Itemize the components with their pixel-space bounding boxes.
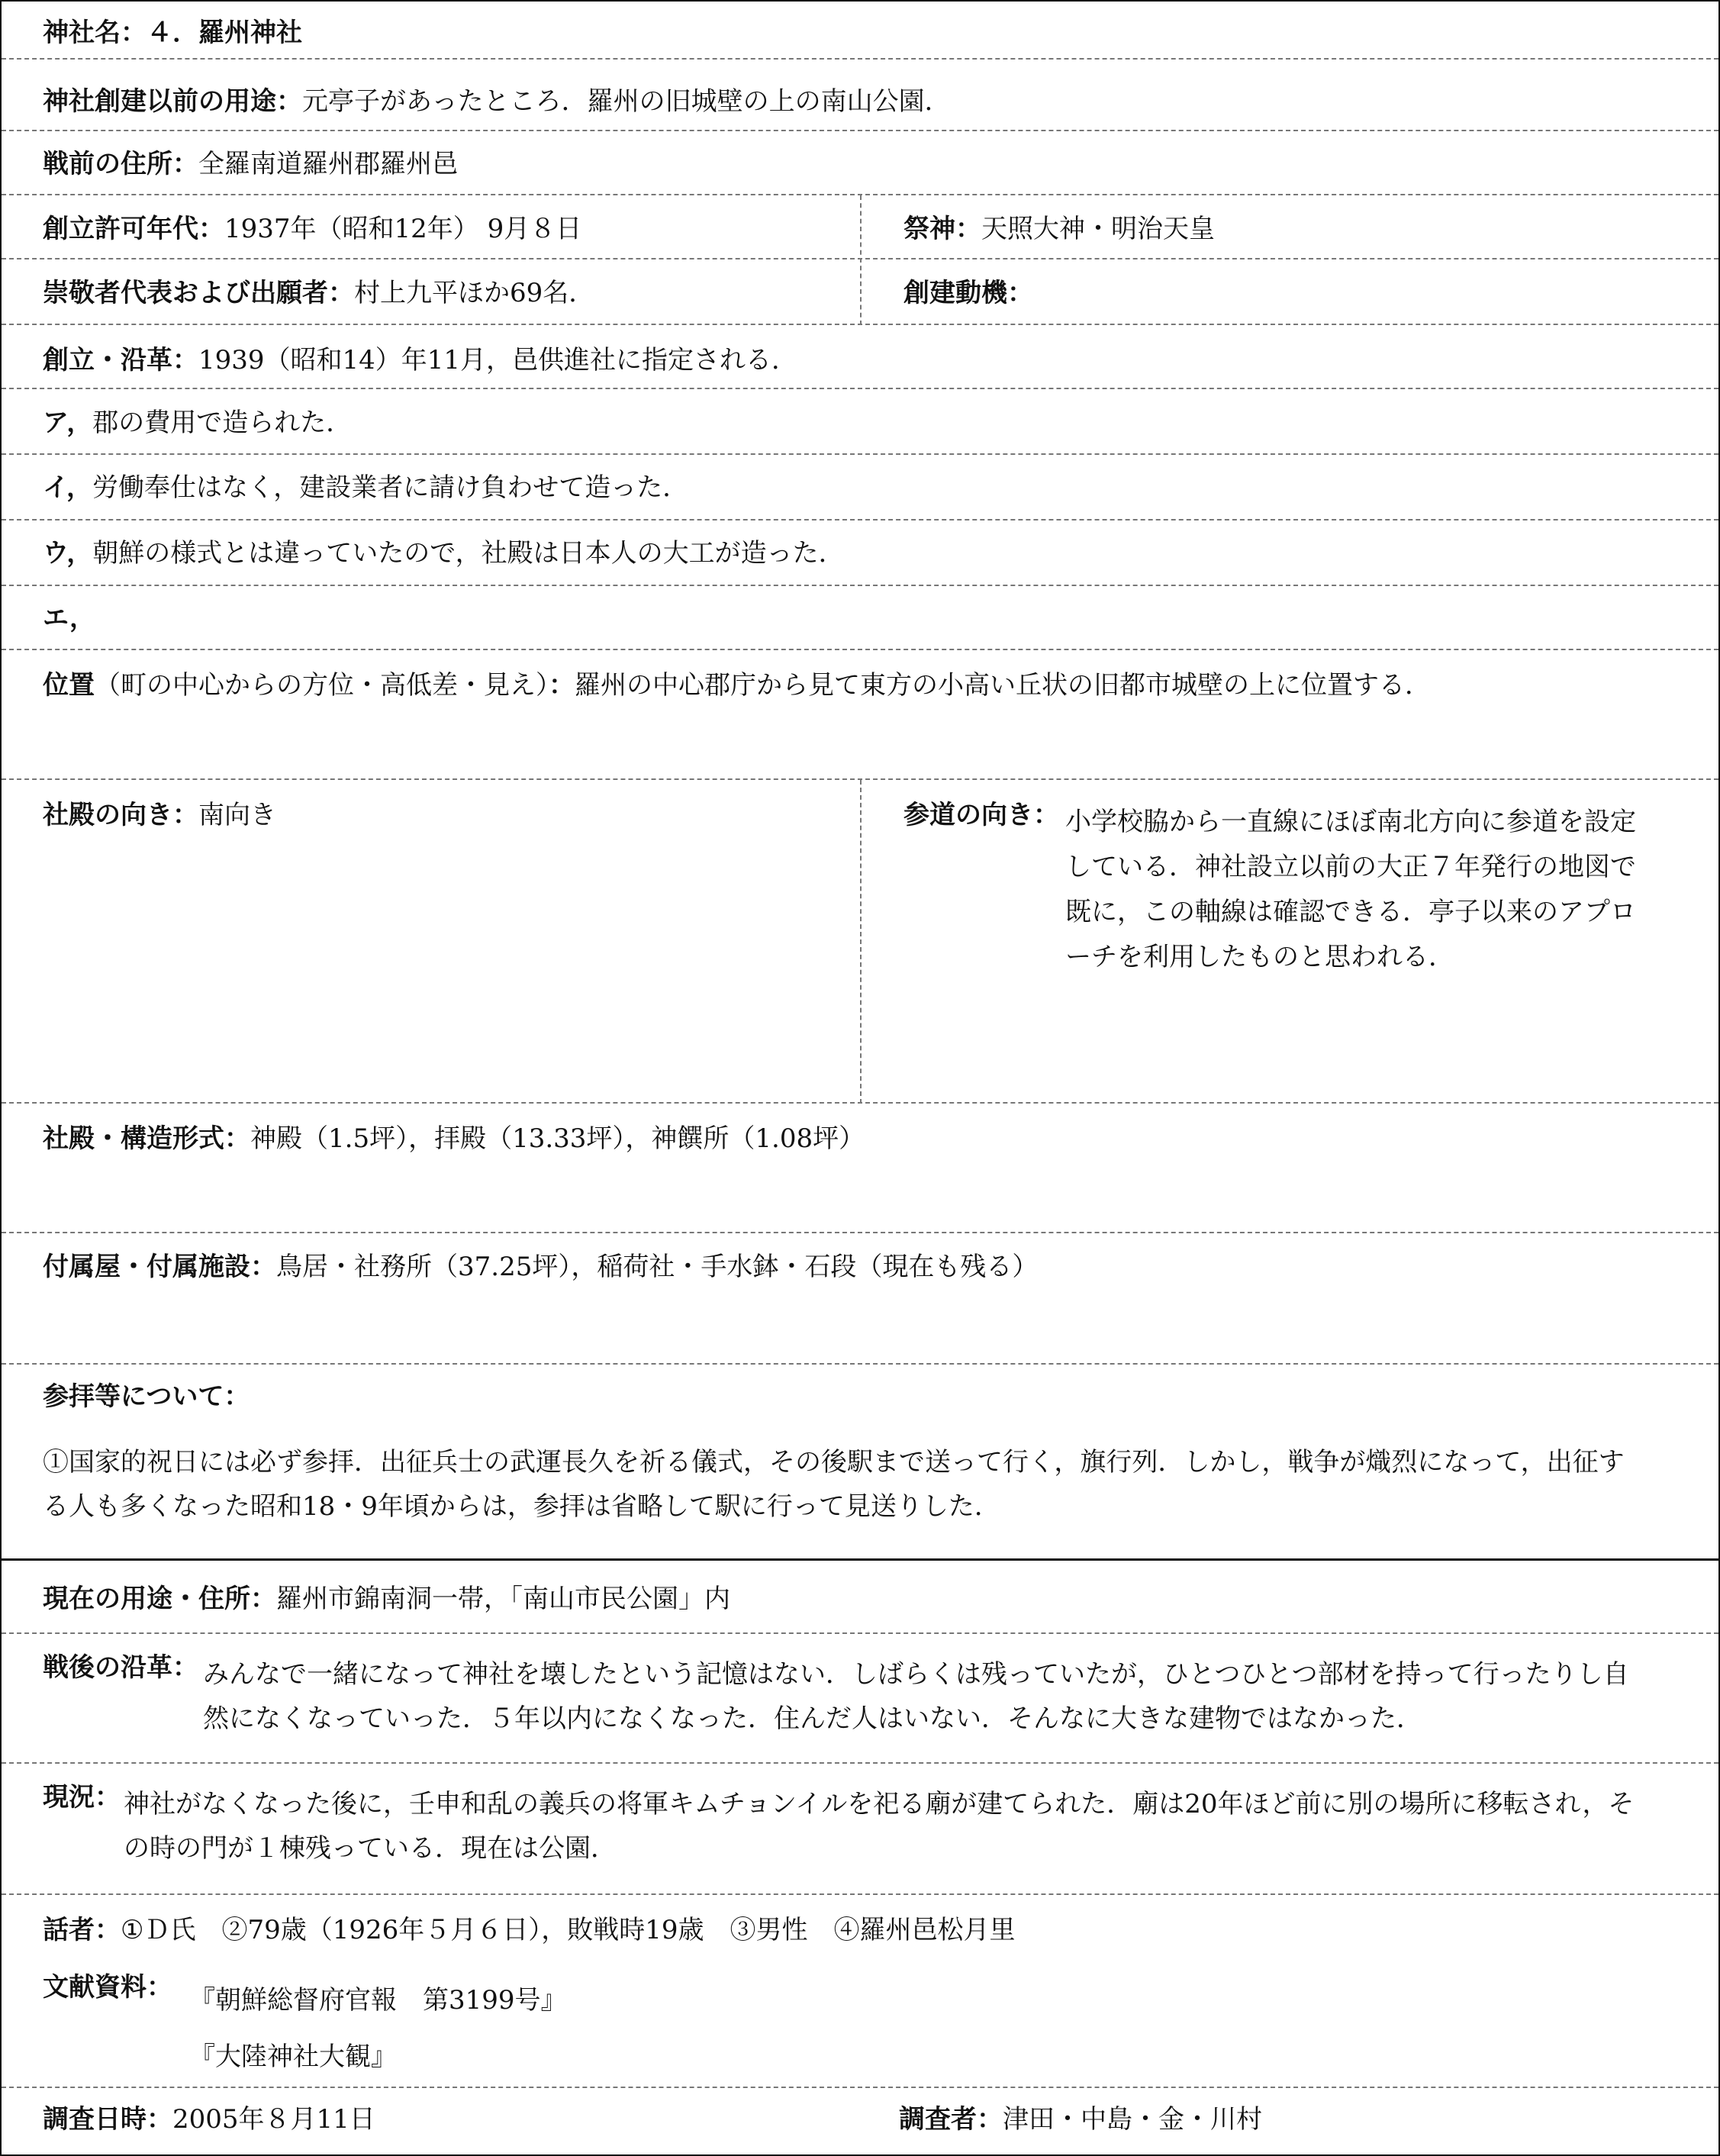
postwar-label — [43, 1652, 198, 1683]
permit-date — [43, 214, 581, 244]
worship-label — [43, 1381, 250, 1412]
worship-line: ①国家的祝日には必ず参拝．出征兵士の武運長久を祈る儀式，その後駅まで送って行く，旗行列．しかし，戦争が熾烈になって，出征す — [43, 1447, 1625, 1478]
literature-line: 『朝鮮総督府官報 第3199号』 — [189, 1985, 567, 2016]
postwar-label-text: 戦後の沿革： — [43, 1652, 198, 1683]
shrine-name — [43, 18, 302, 48]
literature-text — [189, 1972, 567, 2085]
location-colon: ： — [549, 670, 575, 701]
column-divider — [860, 195, 862, 325]
motive-label: 創建動機： — [903, 278, 1033, 308]
item-i-value: 労働奉仕はなく，建設業者に請け負わせて造った． — [92, 472, 689, 503]
approach-line: ーチを利用したものと思われる． — [1065, 942, 1454, 972]
postwar-line: みんなで一緒になって神社を壊したという記憶はない．しばらくは残っていたが，ひとつひとつ部材を持って行ったりし自 — [203, 1659, 1629, 1690]
current-state-line: の時の門が１棟残っている．現在は公園． — [124, 1833, 617, 1864]
literature-label — [43, 1972, 172, 2003]
history-label: 創立・沿革： — [43, 345, 198, 375]
current-state-text — [124, 1782, 1635, 1871]
motive — [903, 278, 1033, 308]
facilities-label: 付属屋・付属施設： — [43, 1252, 276, 1282]
permit-date-value: 1937年（昭和12年） 9月８日 — [224, 214, 582, 244]
deity-value: 天照大神・明治天皇 — [981, 214, 1215, 244]
permit-date-label: 創立許可年代： — [43, 214, 224, 244]
item-e — [43, 603, 95, 633]
item-u-value: 朝鮮の様式とは違っていたので，社殿は日本人の大工が造った． — [92, 538, 845, 569]
row-item-e — [2, 586, 1718, 650]
approach-label — [903, 800, 1059, 830]
orientation-value: 南向き — [198, 800, 276, 830]
item-a-label: ア， — [43, 408, 93, 438]
item-e-label: エ， — [43, 603, 96, 633]
approach-line: 既に，この軸線は確認できる．亭子以来のアプロ — [1065, 897, 1636, 927]
survey-date — [43, 2104, 375, 2135]
survey-date-label: 調査日時： — [43, 2104, 172, 2135]
orientation-label: 社殿の向き： — [43, 800, 198, 830]
facilities-value: 鳥居・社務所（37.25坪），稲荷社・手水鉢・石段（現在も残る） — [276, 1252, 1039, 1282]
structure — [43, 1123, 865, 1154]
worship-label-text: 参拝等について： — [43, 1381, 250, 1412]
location-paren: （町の中心からの方位・高低差・見え） — [95, 670, 549, 701]
structure-label: 社殿・構造形式： — [43, 1123, 250, 1154]
representative-value: 村上九平ほか69名． — [354, 278, 595, 308]
facilities — [43, 1252, 1038, 1282]
item-a-value: 郡の費用で造られた． — [92, 408, 353, 438]
current-use — [43, 1584, 730, 1614]
deity-label: 祭神： — [903, 214, 981, 244]
location — [43, 670, 1431, 701]
current-state-label — [43, 1782, 121, 1813]
prewar-address-value: 全羅南道羅州郡羅州邑 — [198, 149, 458, 179]
literature-label-text: 文献資料： — [43, 1972, 172, 2003]
column-divider — [860, 780, 862, 1104]
deity — [903, 214, 1215, 244]
history — [43, 345, 797, 375]
current-use-label: 現在の用途・住所： — [43, 1584, 276, 1614]
pre-use — [43, 86, 951, 117]
orientation — [43, 800, 276, 830]
history-value: 1939（昭和14）年11月，邑供進社に指定される． — [198, 345, 798, 375]
surveyors — [899, 2104, 1262, 2135]
survey-date-value: 2005年８月11日 — [172, 2104, 375, 2135]
surveyors-label: 調査者： — [899, 2104, 1003, 2135]
shrine-name-label: 神社名： — [43, 18, 147, 48]
speaker — [43, 1915, 1016, 1945]
structure-value: 神殿（1.5坪），拝殿（13.33坪），神饌所（1.08坪） — [250, 1123, 865, 1154]
approach-line: している．神社設立以前の大正７年発行の地図で — [1065, 852, 1636, 882]
speaker-label: 話者： — [43, 1915, 121, 1945]
postwar-text — [203, 1652, 1629, 1741]
literature-line: 『大陸神社大観』 — [189, 2042, 397, 2072]
approach-line: 小学校脇から一直線にほぼ南北方向に参道を設定 — [1065, 807, 1636, 837]
pre-use-label: 神社創建以前の用途： — [43, 86, 302, 117]
postwar-line: 然になくなっていった．５年以内になくなった．住んだ人はいない．そんなに大きな建物ではなかった． — [203, 1703, 1422, 1734]
prewar-address — [43, 149, 458, 179]
representative-label: 崇敬者代表および出願者： — [43, 278, 354, 308]
representative — [43, 278, 594, 308]
current-use-value: 羅州市錦南洞一帯，「南山市民公園」内 — [276, 1584, 730, 1614]
item-i-label: イ， — [43, 472, 92, 503]
current-state-line: 神社がなくなった後に，壬申和乱の義兵の将軍キムチョンイルを祀る廟が建てられた．廟は20年ほど前に別の場所に移転され，そ — [124, 1789, 1635, 1819]
worship-text — [43, 1440, 1625, 1529]
current-state-label-text: 現況： — [43, 1782, 121, 1813]
pre-use-value: 元亭子があったところ．羅州の旧城壁の上の南山公園． — [302, 86, 951, 117]
item-u — [43, 538, 845, 569]
surveyors-value: 津田・中島・金・川村 — [1003, 2104, 1262, 2135]
approach-text — [1065, 800, 1636, 980]
item-a — [43, 408, 352, 438]
speaker-value: ①Ｄ氏 ②79歳（1926年５月６日），敗戦時19歳 ③男性 ④羅州邑松月里 — [121, 1915, 1016, 1945]
location-label: 位置 — [43, 670, 95, 701]
shrine-name-value: ４．羅州神社 — [147, 18, 302, 48]
item-i — [43, 472, 688, 503]
item-u-label: ウ， — [43, 538, 93, 569]
prewar-address-label: 戦前の住所： — [43, 149, 198, 179]
worship-line: る人も多くなった昭和18・9年頃からは，参拝は省略して駅に行って見送りした． — [43, 1491, 1000, 1522]
approach-label-text: 参道の向き： — [903, 800, 1059, 830]
location-value: 羅州の中心郡庁から見て東方の小高い丘状の旧都市城壁の上に位置する． — [575, 670, 1431, 701]
